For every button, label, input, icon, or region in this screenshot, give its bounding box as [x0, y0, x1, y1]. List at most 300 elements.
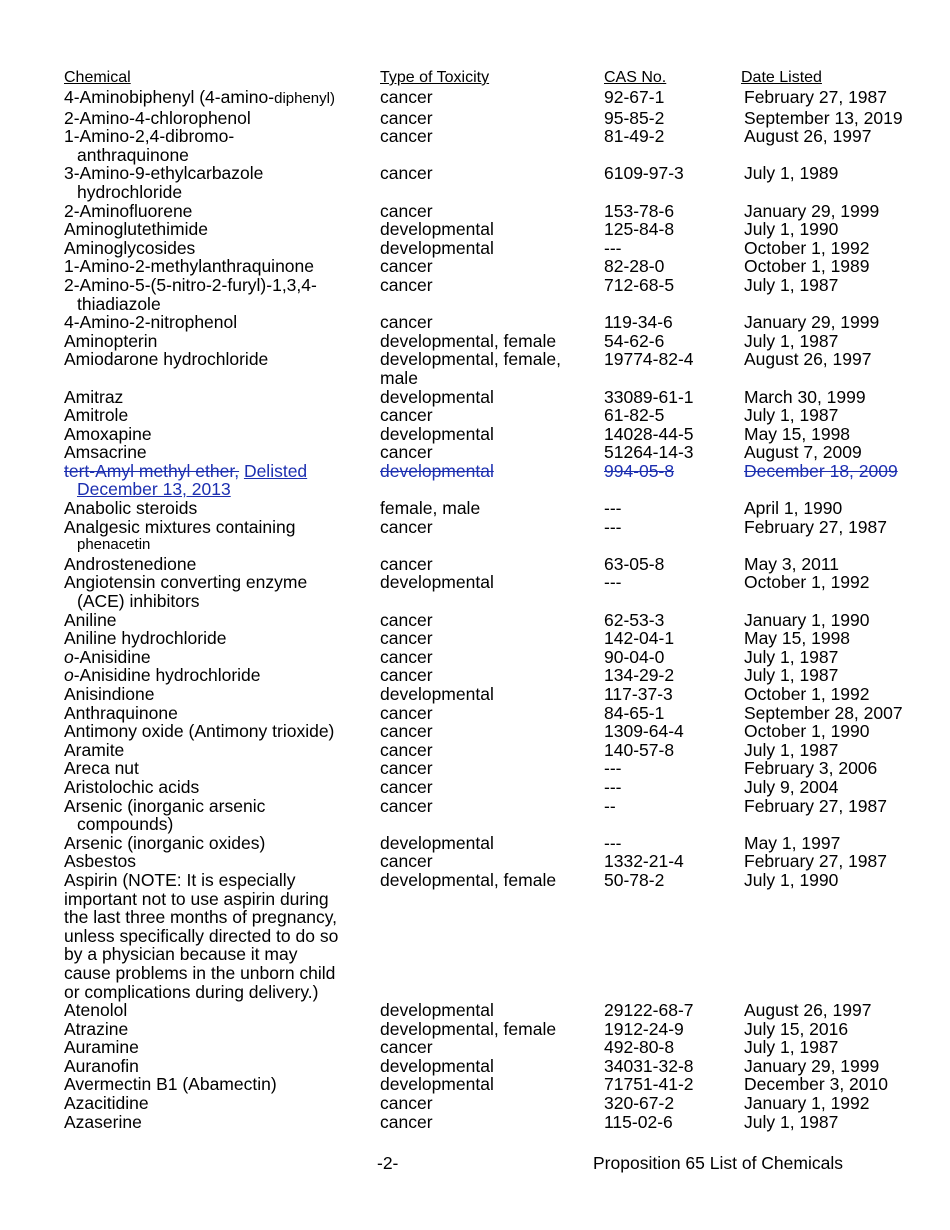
- cas-number: ---: [604, 516, 622, 537]
- table-row: [64, 797, 944, 834]
- chemical-name: [64, 573, 380, 592]
- toxicity-type: developmental: [380, 1000, 494, 1021]
- cas-number: ---: [604, 498, 622, 519]
- table-row: [64, 1057, 944, 1076]
- toxicity-type: developmental: [380, 1074, 494, 1095]
- cas-number: 994-05-8: [604, 460, 675, 481]
- chemical-name-cell: [64, 871, 380, 1001]
- chemical-name-cell: [64, 332, 380, 351]
- toxicity-cell: [380, 88, 604, 107]
- delisted-note: Delisted: [243, 460, 308, 481]
- chemical-name-cell: [64, 573, 380, 610]
- toxicity-cell: [380, 388, 604, 407]
- table-row: [64, 127, 944, 164]
- cas-number: 63-05-8: [604, 553, 665, 574]
- date-listed: February 27, 1987: [744, 795, 888, 816]
- toxicity-type: cancer: [380, 107, 433, 128]
- date-listed: March 30, 1999: [744, 386, 866, 407]
- cas-number: 153-78-6: [604, 200, 675, 221]
- cas-number: 71751-41-2: [604, 1074, 694, 1095]
- table-row: [64, 685, 944, 704]
- toxicity-type: developmental, female,: [380, 349, 561, 370]
- date-listed: July 1, 1989: [744, 163, 839, 184]
- chemical-name-cell: [64, 127, 380, 164]
- chemical-name: [64, 109, 380, 128]
- toxicity-type: developmental: [380, 1055, 494, 1076]
- chemical-name: [64, 741, 380, 760]
- date-listed: September 28, 2007: [744, 702, 903, 723]
- chemical-name-text: 4-Aminobiphenyl (4-amino-: [64, 87, 275, 107]
- chemical-name-text: 2-Amino-5-(5-nitro-2-furyl)-1,3,4-: [64, 274, 317, 295]
- date-listed: February 27, 1987: [744, 87, 888, 107]
- toxicity-type: cancer: [380, 1111, 433, 1132]
- toxicity-cell: [380, 573, 604, 592]
- table-row: [64, 276, 944, 313]
- header-cas: CAS No.: [604, 69, 667, 86]
- chemical-name-text: Analgesic mixtures containing: [64, 516, 296, 537]
- cas-number: 320-67-2: [604, 1093, 675, 1114]
- header-chemical: Chemical: [64, 69, 131, 86]
- chemical-name-cell: [64, 555, 380, 574]
- chemical-name-cell: [64, 1094, 380, 1113]
- chemical-name-cell: [64, 313, 380, 332]
- table-row: [64, 834, 944, 853]
- chemical-name-text: Aminopterin: [64, 330, 158, 351]
- chemical-name-text: Arsenic (inorganic arsenic: [64, 795, 266, 816]
- date-listed: July 1, 1990: [744, 219, 839, 240]
- chemical-name-text: Amoxapine: [64, 423, 152, 444]
- page-number: -2-: [377, 1153, 399, 1173]
- chemical-name-text: -Anisidine hydrochloride: [73, 665, 261, 686]
- toxicity-cell: [380, 648, 604, 667]
- date-listed: February 3, 2006: [744, 758, 878, 779]
- table-row: [64, 555, 944, 574]
- chemical-name-text: Auranofin: [64, 1055, 139, 1076]
- toxicity-cell: [380, 871, 604, 890]
- chemical-name-continued: phenacetin: [77, 536, 151, 554]
- chemical-name-cell: [64, 518, 380, 555]
- toxicity-type: cancer: [380, 665, 433, 686]
- header-toxicity: Type of Toxicity: [380, 69, 490, 86]
- cas-number: --: [604, 795, 616, 816]
- table-row: [64, 164, 944, 201]
- toxicity-type: cancer: [380, 646, 433, 667]
- table-row: [64, 332, 944, 351]
- toxicity-cell: [380, 406, 604, 425]
- chemical-name-continued: compounds): [77, 814, 174, 835]
- chemical-name-text: Asbestos: [64, 851, 136, 872]
- cas-number: 82-28-0: [604, 256, 665, 277]
- toxicity-cell: [380, 499, 604, 518]
- chemical-name: [64, 425, 380, 444]
- chemical-name-text: Androstenedione: [64, 553, 197, 574]
- toxicity-type: developmental: [380, 423, 494, 444]
- toxicity-type: cancer: [380, 609, 433, 630]
- date-listed: July 15, 2016: [744, 1018, 849, 1039]
- cas-number: 712-68-5: [604, 274, 675, 295]
- chemical-name: [64, 797, 380, 816]
- toxicity-cell: [380, 425, 604, 444]
- cas-number: 134-29-2: [604, 665, 675, 686]
- table-row: [64, 778, 944, 797]
- chemical-name: [64, 406, 380, 425]
- toxicity-cell: [380, 555, 604, 574]
- cas-number: 1309-64-4: [604, 721, 684, 742]
- chemical-name-cell: [64, 852, 380, 871]
- toxicity-type: cancer: [380, 628, 433, 649]
- chemical-name-text: Azaserine: [64, 1111, 142, 1132]
- cas-number: 81-49-2: [604, 126, 665, 147]
- cas-number: 51264-14-3: [604, 442, 694, 463]
- date-listed: February 27, 1987: [744, 516, 888, 537]
- chemical-name-text: Aminoglutethimide: [64, 219, 208, 240]
- toxicity-cell: [380, 202, 604, 221]
- chemical-name: [64, 388, 380, 407]
- chemical-name-cell: [64, 834, 380, 853]
- chemical-name-text: Amiodarone hydrochloride: [64, 349, 269, 370]
- toxicity-type: developmental: [380, 219, 494, 240]
- date-listed: May 1, 1997: [744, 832, 841, 853]
- toxicity-type: cancer: [380, 776, 433, 797]
- chemical-name-cell: [64, 1020, 380, 1039]
- chemical-name-continued: hydrochloride: [77, 181, 183, 202]
- toxicity-type: developmental: [380, 684, 494, 704]
- toxicity-cell: [380, 759, 604, 778]
- chemical-name-cell: [64, 722, 380, 741]
- cas-number: 62-53-3: [604, 609, 665, 630]
- chemical-name-text: Aspirin (NOTE: It is especially: [64, 869, 296, 890]
- chemical-name: [64, 685, 380, 704]
- chemical-name-cell: [64, 276, 380, 313]
- chemical-note-line: cause problems in the unborn child: [64, 962, 336, 983]
- chemical-name-text: Aniline: [64, 609, 117, 630]
- date-listed: January 29, 1999: [744, 312, 880, 333]
- chemical-name: [64, 759, 380, 778]
- table-row: [64, 1113, 944, 1132]
- toxicity-type: cancer: [380, 126, 433, 147]
- chemical-name-text: Angiotensin converting enzyme: [64, 572, 308, 593]
- toxicity-type: developmental: [380, 386, 494, 407]
- chemical-name-text: Aniline hydrochloride: [64, 628, 227, 649]
- chemical-name: [64, 648, 380, 667]
- date-listed: July 1, 1987: [744, 665, 839, 686]
- chemical-name-text: Amitrole: [64, 405, 129, 426]
- toxicity-cell: [380, 629, 604, 648]
- chemical-name: [64, 1038, 380, 1057]
- toxicity-type: cancer: [380, 721, 433, 742]
- table-row: [64, 722, 944, 741]
- chemical-name-cell: [64, 462, 380, 499]
- chemical-name: [64, 1001, 380, 1020]
- toxicity-cell: [380, 1020, 604, 1039]
- chemical-name-text: Atrazine: [64, 1018, 129, 1039]
- cas-number: 61-82-5: [604, 405, 665, 426]
- toxicity-type: developmental: [380, 237, 494, 258]
- cas-number: 119-34-6: [604, 312, 673, 333]
- table-row: [64, 406, 944, 425]
- chemical-name-cell: [64, 1038, 380, 1057]
- cas-number: ---: [604, 758, 622, 779]
- chemical-name-cell: [64, 797, 380, 834]
- cas-number: 34031-32-8: [604, 1055, 694, 1076]
- chemical-name: [64, 499, 380, 518]
- chemical-name-text: Anthraquinone: [64, 702, 178, 723]
- cas-number: ---: [604, 776, 622, 797]
- chemical-name: [64, 88, 380, 109]
- table-row: [64, 109, 944, 128]
- table-row: [64, 313, 944, 332]
- cas-number: ---: [604, 237, 622, 258]
- cas-number: 117-37-3: [604, 684, 673, 704]
- chemical-name: [64, 127, 380, 146]
- chemical-note-line: unless specifically directed to do so: [64, 925, 339, 946]
- chemical-name: [64, 629, 380, 648]
- toxicity-type: female, male: [380, 498, 481, 519]
- cas-number: 142-04-1: [604, 628, 675, 649]
- chemical-table: [64, 88, 944, 1131]
- table-row: [64, 257, 944, 276]
- chemical-name-cell: [64, 704, 380, 723]
- toxicity-type-continued: male: [380, 367, 418, 388]
- date-listed: April 1, 1990: [744, 498, 843, 519]
- chemical-name: [64, 1113, 380, 1132]
- delisted-date: December 13, 2013: [77, 479, 231, 500]
- table-row: [64, 1075, 944, 1094]
- chemical-name-cell: [64, 388, 380, 407]
- table-row: [64, 573, 944, 610]
- cas-number: 115-02-6: [604, 1111, 673, 1132]
- chemical-name-text: 3-Amino-9-ethylcarbazole: [64, 163, 264, 184]
- table-row: [64, 518, 944, 555]
- chemical-name: [64, 1075, 380, 1094]
- chemical-name-text: 2-Amino-4-chlorophenol: [64, 107, 251, 128]
- chemical-note-line: or complications during delivery.): [64, 981, 319, 1002]
- date-listed: October 1, 1992: [744, 572, 870, 593]
- toxicity-cell: [380, 332, 604, 351]
- date-listed: May 15, 1998: [744, 423, 851, 444]
- table-row: [64, 350, 944, 387]
- table-row: [64, 388, 944, 407]
- chemical-name: [64, 722, 380, 741]
- chemical-name: [64, 313, 380, 332]
- table-row: [64, 499, 944, 518]
- toxicity-type: developmental, female: [380, 869, 557, 890]
- cas-number: 14028-44-5: [604, 423, 694, 444]
- toxicity-type: cancer: [380, 851, 433, 872]
- chemical-name-text: Auramine: [64, 1037, 139, 1058]
- date-listed: August 26, 1997: [744, 1000, 872, 1021]
- table-row: [64, 239, 944, 258]
- toxicity-type: developmental, female: [380, 330, 557, 351]
- chemical-name-cell: [64, 611, 380, 630]
- chemical-name-cell: [64, 257, 380, 276]
- toxicity-type: cancer: [380, 312, 433, 333]
- chemical-name: [64, 852, 380, 871]
- cas-number: 29122-68-7: [604, 1000, 694, 1021]
- chemical-name: [64, 443, 380, 462]
- table-row: [64, 629, 944, 648]
- chemical-name-cell: [64, 109, 380, 128]
- chemical-name-continued: (ACE) inhibitors: [77, 591, 200, 612]
- table-row: [64, 666, 944, 685]
- date-listed: February 27, 1987: [744, 851, 888, 872]
- toxicity-cell: [380, 109, 604, 128]
- toxicity-cell: [380, 1113, 604, 1132]
- toxicity-cell: [380, 239, 604, 258]
- table-row: [64, 611, 944, 630]
- chemical-name: [64, 555, 380, 574]
- chemical-note-line: by a physician because it may: [64, 944, 298, 965]
- date-listed: May 15, 1998: [744, 628, 851, 649]
- cas-number: 50-78-2: [604, 869, 665, 890]
- cas-number: 6109-97-3: [604, 163, 684, 184]
- chemical-name: [64, 164, 380, 183]
- date-listed: July 1, 1987: [744, 274, 839, 295]
- chemical-name: [64, 611, 380, 630]
- date-listed: July 1, 1987: [744, 405, 839, 426]
- date-listed: January 29, 1999: [744, 1055, 880, 1076]
- toxicity-type: cancer: [380, 553, 433, 574]
- chemical-name-text: Areca nut: [64, 758, 139, 779]
- table-row: [64, 443, 944, 462]
- toxicity-type: cancer: [380, 405, 433, 426]
- chemical-name-cell: [64, 1001, 380, 1020]
- chemical-name: [64, 871, 380, 890]
- cas-number: 1332-21-4: [604, 851, 684, 872]
- cas-number: 19774-82-4: [604, 349, 694, 370]
- toxicity-cell: [380, 741, 604, 760]
- date-listed: December 18, 2009: [744, 460, 898, 481]
- toxicity-cell: [380, 611, 604, 630]
- chemical-name-text: Azacitidine: [64, 1093, 149, 1114]
- table-row: [64, 462, 944, 499]
- table-row: [64, 1094, 944, 1113]
- date-listed: January 1, 1992: [744, 1093, 870, 1114]
- chemical-name-cell: [64, 88, 380, 109]
- chemical-name: [64, 462, 380, 481]
- toxicity-cell: [380, 462, 604, 481]
- table-row: [64, 88, 944, 109]
- chemical-name-cell: [64, 425, 380, 444]
- date-listed: October 1, 1989: [744, 256, 870, 277]
- chemical-name-cell: [64, 1075, 380, 1094]
- chemical-name-text: Aminoglycosides: [64, 237, 196, 258]
- date-listed: October 1, 1990: [744, 721, 870, 742]
- table-row: [64, 741, 944, 760]
- date-listed: May 3, 2011: [744, 553, 840, 574]
- date-listed: August 7, 2009: [744, 442, 862, 463]
- chemical-name-continued: anthraquinone: [77, 144, 189, 165]
- chemical-name-text: Arsenic (inorganic oxides): [64, 832, 266, 853]
- chemical-name-text: 2-Aminofluorene: [64, 200, 193, 221]
- chemical-name: [64, 1057, 380, 1076]
- date-listed: July 1, 1990: [744, 869, 839, 890]
- toxicity-cell: [380, 1075, 604, 1094]
- chemical-name-cell: [64, 629, 380, 648]
- chemical-name-cell: [64, 666, 380, 685]
- toxicity-cell: [380, 350, 604, 387]
- chemical-name-cell: [64, 648, 380, 667]
- date-listed: July 1, 1987: [744, 1037, 839, 1058]
- chemical-name: [64, 332, 380, 351]
- toxicity-cell: [380, 1001, 604, 1020]
- toxicity-cell: [380, 778, 604, 797]
- chemical-name-text: 1-Amino-2-methylanthraquinone: [64, 256, 314, 277]
- toxicity-type: cancer: [380, 739, 433, 760]
- toxicity-cell: [380, 685, 604, 704]
- chemical-name: [64, 518, 380, 537]
- chemical-name-cell: [64, 220, 380, 239]
- chemical-name-cell: [64, 164, 380, 201]
- cas-number: 92-67-1: [604, 87, 665, 107]
- date-listed: August 26, 1997: [744, 126, 872, 147]
- chemical-name-cell: [64, 202, 380, 221]
- date-listed: October 1, 1992: [744, 684, 870, 704]
- chemical-name: [64, 276, 380, 295]
- chemical-name: [64, 704, 380, 723]
- chemical-name-cell: [64, 741, 380, 760]
- chemical-name: [64, 202, 380, 221]
- chemical-name-text: Avermectin B1 (Abamectin): [64, 1074, 277, 1095]
- table-row: [64, 202, 944, 221]
- toxicity-type: cancer: [380, 442, 433, 463]
- cas-number: 95-85-2: [604, 107, 665, 128]
- chemical-prefix: o: [64, 646, 74, 667]
- toxicity-type: developmental: [380, 832, 494, 853]
- date-listed: January 1, 1990: [744, 609, 870, 630]
- chemical-name-text: Amitraz: [64, 386, 124, 407]
- chemical-name-cell: [64, 759, 380, 778]
- toxicity-cell: [380, 852, 604, 871]
- table-row: [64, 1020, 944, 1039]
- toxicity-cell: [380, 1057, 604, 1076]
- table-row: [64, 1038, 944, 1057]
- table-row: [64, 648, 944, 667]
- chemical-name-text: Aristolochic acids: [64, 776, 200, 797]
- chemical-name: [64, 350, 380, 369]
- toxicity-type: cancer: [380, 1093, 433, 1114]
- toxicity-cell: [380, 518, 604, 537]
- chemical-prefix: o: [64, 665, 74, 686]
- toxicity-cell: [380, 443, 604, 462]
- table-row: [64, 852, 944, 871]
- cas-number: 90-04-0: [604, 646, 665, 667]
- chemical-name-cell: [64, 443, 380, 462]
- chemical-name: [64, 239, 380, 258]
- chemical-name-text: Amsacrine: [64, 442, 147, 463]
- chemical-name-text: -Anisidine: [73, 646, 151, 667]
- table-header: [64, 69, 944, 89]
- table-row: [64, 425, 944, 444]
- toxicity-type: developmental: [380, 572, 494, 593]
- chemical-name-cell: [64, 239, 380, 258]
- cas-number: 84-65-1: [604, 702, 665, 723]
- toxicity-cell: [380, 220, 604, 239]
- toxicity-type: developmental: [380, 460, 494, 481]
- chemical-name: [64, 1020, 380, 1039]
- toxicity-cell: [380, 797, 604, 816]
- toxicity-cell: [380, 276, 604, 295]
- date-listed: July 9, 2004: [744, 776, 839, 797]
- chemical-name-cell: [64, 350, 380, 369]
- toxicity-cell: [380, 1038, 604, 1057]
- chemical-name-cell: [64, 499, 380, 518]
- cas-number: 492-80-8: [604, 1037, 675, 1058]
- page-footer: [0, 1154, 950, 1174]
- chemical-name-cell: [64, 1113, 380, 1132]
- toxicity-type: cancer: [380, 795, 433, 816]
- toxicity-type: cancer: [380, 758, 433, 779]
